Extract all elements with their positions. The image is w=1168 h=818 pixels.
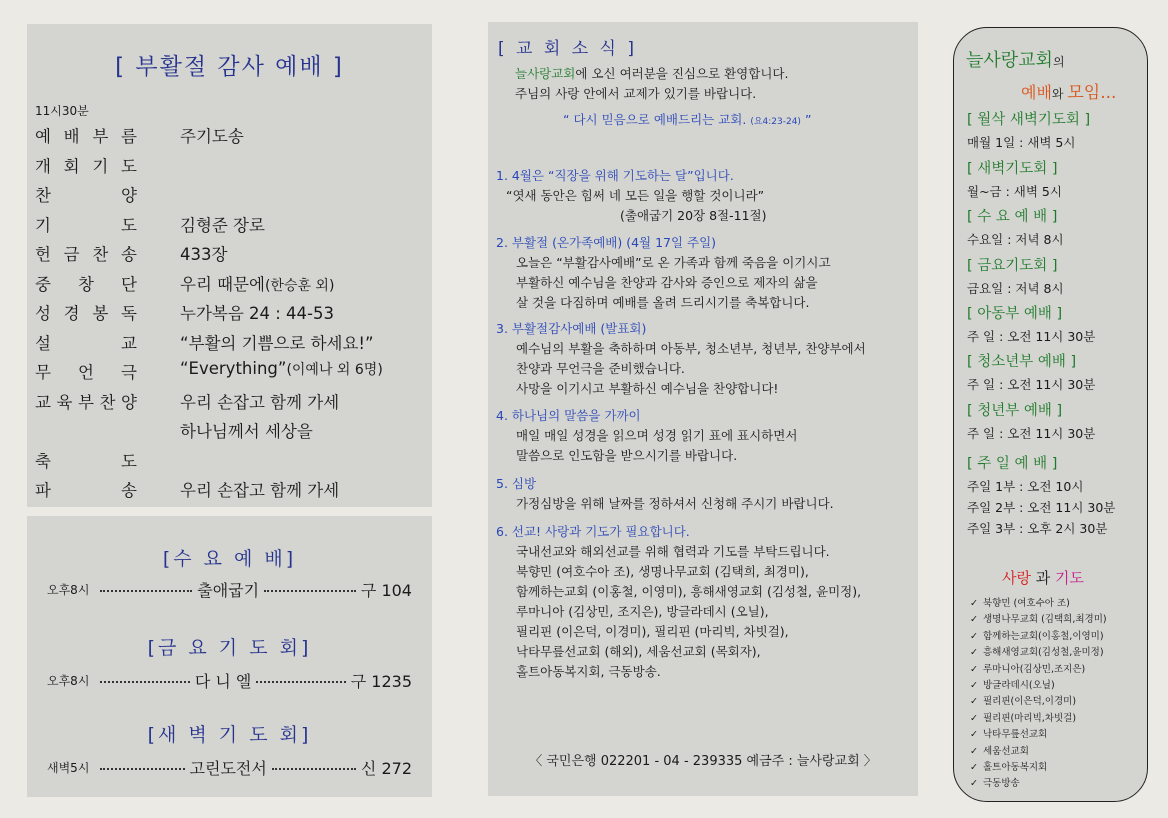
order-label-char: 송 (121, 481, 137, 500)
church-motto (563, 110, 811, 128)
order-label-char: 언 (78, 363, 94, 382)
order-value (180, 418, 313, 442)
subtitle-and: 와 (1051, 87, 1068, 101)
prayer-list-text: 함께하는교회(이홍철,이영미) (983, 630, 1104, 642)
order-value-text: 433장 (180, 245, 228, 264)
order-label-char: 교 (121, 333, 137, 353)
welcome-line-2: 주님의 사랑 안에서 교제가 있기를 바랍니다. (515, 86, 757, 101)
prayer-list-item (970, 694, 1145, 710)
prayer-list-item (970, 645, 1145, 661)
weekly-entry (47, 577, 412, 601)
order-label-char: 회 (63, 156, 80, 176)
schedule-section-time: 주 일 : 오전 11시 30분 (967, 329, 1096, 344)
welcome-line-1 (515, 64, 788, 82)
weekly-scripture: 다 니 엘 (194, 671, 252, 691)
order-value (180, 389, 339, 413)
check-icon: ✓ (970, 663, 978, 675)
motto-text: “ 다시 믿음으로 예배드리는 교회. (563, 112, 747, 127)
news-item-line: 가정심방을 위해 날짜를 정하셔서 신청해 주시기 바랍니다. (516, 496, 834, 511)
order-label (35, 389, 137, 413)
schedule-section-title (967, 399, 1062, 420)
order-label-char: 파 (35, 481, 51, 500)
service-order-panel (27, 24, 432, 507)
prayer-list-item (970, 727, 1145, 743)
order-label-char: 름 (121, 127, 137, 146)
order-value-note: (한승훈 외) (264, 277, 335, 294)
weekly-services-panel (27, 516, 432, 797)
prayer-list-text: 북향민 (여호수아 조) (983, 598, 1070, 609)
news-item-heading: 4. 하나님의 말씀을 가까이 (496, 408, 641, 423)
order-label-char: 봉 (92, 304, 109, 323)
order-label-char: 찬 (35, 186, 51, 205)
schedule-section-time: 금요일 : 저녁 8시 (967, 281, 1064, 296)
news-item-line: 낙타무릎선교회 (해외), 세움선교회 (목회자), (516, 644, 761, 659)
order-label (35, 359, 137, 383)
weekly-scripture: 고린도전서 (189, 758, 267, 778)
news-title: [ 교 회 소 식 ] (498, 39, 637, 59)
schedule-section-title (967, 205, 1057, 226)
service-time: 11시30분 (35, 104, 89, 118)
welcome-text: 에 오신 여러분을 진심으로 환영합니다. (575, 66, 789, 81)
prayer-list-text: 극동방송 (983, 778, 1020, 790)
prayer-list-item (970, 662, 1145, 678)
news-item-line: 홀트아동복지회, 극동방송. (516, 664, 661, 679)
dotted-leader (100, 768, 184, 770)
news-item-line: 함께하는교회 (이홍철, 이영미), 흥해새영교회 (김성철, 윤미정), (516, 584, 862, 599)
prayer-list-item (970, 596, 1145, 612)
weekly-entry (47, 668, 412, 692)
order-label (35, 153, 137, 177)
order-label-char: 기 (35, 215, 51, 235)
schedule-section-title (967, 254, 1058, 275)
order-label-char: 예 (35, 127, 51, 146)
order-label (35, 241, 137, 265)
order-label (35, 123, 137, 147)
schedule-panel (953, 27, 1148, 802)
prayer-list-text: 흥해새영교회(김성철,윤미정) (983, 647, 1104, 659)
news-item-heading: 1. 4월은 “직장을 위해 기도하는 달”입니다. (496, 168, 734, 183)
order-value-text: 우리 손잡고 함께 가세 (180, 392, 340, 412)
news-item-line: 사망을 이기시고 부활하신 예수님을 찬양합니다! (516, 381, 779, 396)
news-item-line: “엿새 동안은 힘써 네 모든 일을 행할 것이니라” (506, 188, 765, 203)
order-value (180, 212, 265, 236)
news-item-line: 오늘은 “부활감사예배”로 온 가족과 함께 죽음을 이기시고 (516, 255, 831, 270)
schedule-section-name: [ 수 요 예 배 ] (967, 209, 1058, 225)
order-label-char: 극 (121, 363, 137, 382)
order-label-char: 부 (78, 392, 94, 412)
weekly-reference: 구 104 (360, 580, 412, 600)
check-icon: ✓ (970, 630, 978, 642)
news-item-line: 국내선교와 해외선교를 위해 협력과 기도를 부탁드립니다. (516, 544, 830, 559)
news-item-heading: 2. 부활절 (온가족예배) (4월 17일 주일) (496, 235, 717, 250)
prayer-list-item (970, 760, 1145, 776)
prayer-list-text: 루마니아(김상민,조지은) (983, 663, 1086, 675)
order-label-char: 중 (35, 274, 51, 294)
order-label-char: 도 (121, 215, 137, 235)
prayer-list-text: 필리핀(마리빅,차빗걸) (983, 712, 1077, 724)
order-label-char: 양 (121, 392, 137, 412)
check-icon: ✓ (970, 696, 978, 708)
order-label-char: 육 (56, 392, 73, 412)
check-icon: ✓ (970, 729, 978, 741)
church-heading (966, 46, 1065, 72)
order-label-char: 기 (92, 156, 109, 176)
order-label-char: 축 (35, 451, 51, 471)
subtitle-worship: 예배 (1021, 83, 1052, 102)
motto-close: ” (804, 112, 812, 127)
weekly-title: [새 벽 기 도 회] (147, 724, 312, 746)
order-value (180, 300, 334, 324)
order-value (180, 123, 244, 147)
service-title: [ 부활절 감사 예배 ] (115, 54, 344, 80)
news-item-line: (출애굽기 20장 8절-11절) (620, 208, 767, 223)
prayer-list (970, 596, 1145, 793)
order-label-char: 송 (121, 245, 137, 264)
schedule-section-title (967, 157, 1058, 178)
schedule-section-time: 월~금 : 새벽 5시 (967, 184, 1062, 199)
weekly-reference: 신 272 (360, 758, 413, 778)
prayer-heading-and: 과 (1030, 569, 1056, 587)
schedule-section-name: [ 주 일 예 배 ] (967, 456, 1058, 472)
order-label (35, 271, 137, 295)
schedule-section-name: [ 아동부 예배 ] (967, 306, 1063, 322)
order-label-char: 찬 (99, 392, 116, 412)
dotted-leader (272, 768, 356, 770)
prayer-list-text: 생명나무교회 (김택희,최경미) (983, 614, 1107, 626)
schedule-section-name: [ 새벽기도회 ] (967, 161, 1058, 177)
order-label-char: 창 (78, 274, 94, 294)
order-value-note: (이예나 외 6명) (286, 362, 383, 378)
check-icon: ✓ (970, 745, 978, 757)
news-item-line: 필리핀 (이은덕, 이경미), 필리핀 (마리빅, 차빗걸), (516, 624, 789, 639)
prayer-heading-love: 사랑 (1002, 569, 1031, 587)
prayer-list-item (970, 629, 1145, 645)
news-item-line: 예수님의 부활을 축하하며 아동부, 청소년부, 청년부, 찬양부에서 (516, 341, 866, 356)
order-value (180, 477, 339, 501)
church-name: 늘사랑교회 (966, 50, 1053, 71)
news-item-line: 북향민 (여호수아 조), 생명나무교회 (김택희, 최경미), (516, 564, 809, 579)
check-icon: ✓ (970, 712, 978, 724)
order-value-text: 우리 손잡고 함께 가세 (180, 481, 340, 500)
order-label (35, 212, 137, 236)
order-label-char: 도 (121, 451, 137, 471)
order-label-char: 금 (63, 245, 80, 264)
news-item-line: 살 것을 다짐하며 예배를 올려 드리시기를 축복합니다. (516, 295, 810, 310)
bank-account-info: 〈 국민은행 022201 - 04 - 239335 예금주 : 늘사랑교회 〉 (529, 754, 877, 769)
prayer-heading-prayer: 기도 (1055, 569, 1084, 587)
prayer-list-text: 방글라데시(오닐) (983, 680, 1055, 692)
order-label (35, 182, 137, 206)
order-label-char: 설 (35, 333, 51, 353)
dotted-leader (100, 681, 189, 683)
dotted-leader (264, 590, 356, 592)
news-item-line: 매일 매일 성경을 읽으며 성경 읽기 표에 표시하면서 (516, 428, 798, 443)
schedule-section-name: [ 청소년부 예배 ] (967, 354, 1077, 370)
order-label (35, 448, 137, 472)
motto-reference: (요4:23-24) (750, 117, 801, 127)
order-label-char: 무 (35, 363, 51, 382)
schedule-section-name: [ 금요기도회 ] (967, 258, 1058, 274)
check-icon: ✓ (970, 614, 978, 626)
dotted-leader (100, 590, 192, 592)
order-label-char: 단 (121, 274, 137, 294)
prayer-list-text: 낙타무릎선교회 (983, 729, 1048, 741)
news-item-heading: 5. 심방 (496, 476, 537, 491)
prayer-list-text: 홀트아동복지회 (983, 762, 1048, 774)
prayer-list-text: 세움선교회 (983, 745, 1029, 757)
order-label (35, 300, 137, 324)
weekly-title: [금 요 기 도 회] (147, 637, 312, 659)
weekly-time: 새벽5시 (47, 760, 90, 775)
order-value (180, 271, 334, 295)
schedule-section-time: 주 일 : 오전 11시 30분 (967, 426, 1096, 441)
schedule-section-time: 수요일 : 저녁 8시 (967, 232, 1064, 247)
order-label-char: 양 (121, 186, 137, 205)
order-label-char: 경 (63, 304, 80, 323)
order-label-char: 헌 (35, 245, 51, 264)
schedule-section-time: 주일 3부 : 오후 2시 30분 (967, 521, 1108, 536)
order-value (180, 359, 383, 379)
order-label-char: 개 (35, 156, 51, 176)
church-news-panel (488, 22, 918, 796)
schedule-section-time: 주일 2부 : 오전 11시 30분 (967, 500, 1116, 515)
weekly-reference: 구 1235 (350, 671, 413, 691)
prayer-list-item (970, 612, 1145, 628)
news-item-line: 말씀으로 인도함을 받으시기를 바랍니다. (516, 448, 738, 463)
order-label-char: 성 (35, 304, 51, 323)
prayer-list-item (970, 711, 1145, 727)
order-label-char: 독 (121, 304, 137, 323)
order-label (35, 330, 137, 354)
subtitle-gatherings: 모임... (1067, 83, 1117, 103)
weekly-scripture: 출애굽기 (197, 580, 260, 600)
order-label-char: 부 (92, 127, 109, 146)
prayer-list-item (970, 776, 1145, 792)
weekly-time: 오후8시 (47, 673, 90, 688)
weekly-entry (47, 755, 412, 779)
prayer-heading (1002, 567, 1084, 588)
schedule-section-time: 매월 1일 : 새벽 5시 (967, 135, 1076, 150)
schedule-subtitle (1021, 78, 1116, 103)
news-item-heading: 6. 선교! 사랑과 기도가 필요합니다. (496, 524, 690, 539)
prayer-list-item (970, 744, 1145, 760)
church-suffix: 의 (1052, 55, 1065, 69)
order-label-char: 찬 (92, 245, 109, 264)
order-value (180, 241, 227, 265)
order-value-text: “Everything” (180, 359, 287, 378)
order-label-char: 도 (121, 156, 137, 176)
news-item-line: 루마니아 (김상민, 조지은), 방글라데시 (오닐), (516, 604, 769, 619)
order-label (35, 477, 137, 501)
check-icon: ✓ (970, 598, 978, 609)
check-icon: ✓ (970, 680, 978, 692)
order-value-text: 주기도송 (180, 127, 244, 146)
check-icon: ✓ (970, 778, 978, 790)
schedule-section-title (967, 108, 1090, 129)
check-icon: ✓ (970, 647, 978, 659)
order-value-text: 김형준 장로 (180, 215, 265, 235)
schedule-section-title (967, 302, 1062, 323)
weekly-title: [수 요 예 배] (162, 548, 297, 570)
news-item-line: 부활하신 예수님을 찬양과 감사와 증인으로 제자의 삶을 (516, 275, 818, 290)
schedule-section-time: 주일 1부 : 오전 10시 (967, 479, 1084, 494)
order-value-text: 누가복음 24 : 44-53 (180, 304, 334, 323)
schedule-section-time: 주 일 : 오전 11시 30분 (967, 377, 1096, 392)
schedule-section-title (967, 452, 1057, 473)
order-label-char: 교 (35, 392, 51, 412)
check-icon: ✓ (970, 762, 978, 774)
schedule-section-name: [ 청년부 예배 ] (967, 403, 1063, 419)
news-item-heading: 3. 부활절감사예배 (발표회) (496, 321, 647, 336)
prayer-list-text: 필리핀(이은덕,이경미) (983, 696, 1077, 708)
order-label-char: 배 (63, 127, 80, 146)
order-value-text: 우리 때문에 (180, 274, 265, 294)
schedule-section-title (967, 350, 1076, 371)
prayer-list-item (970, 678, 1145, 694)
schedule-section-name: [ 월삭 새벽기도회 ] (967, 112, 1091, 128)
welcome-church-name: 늘사랑교회 (515, 66, 576, 81)
news-item-line: 찬양과 무언극을 준비했습니다. (516, 361, 685, 376)
order-value-text: “부활의 기쁨으로 하세요!” (180, 333, 374, 353)
weekly-time: 오후8시 (47, 582, 90, 597)
order-value (180, 330, 374, 354)
dotted-leader (256, 681, 345, 683)
order-value-text: 하나님께서 세상을 (180, 422, 313, 441)
